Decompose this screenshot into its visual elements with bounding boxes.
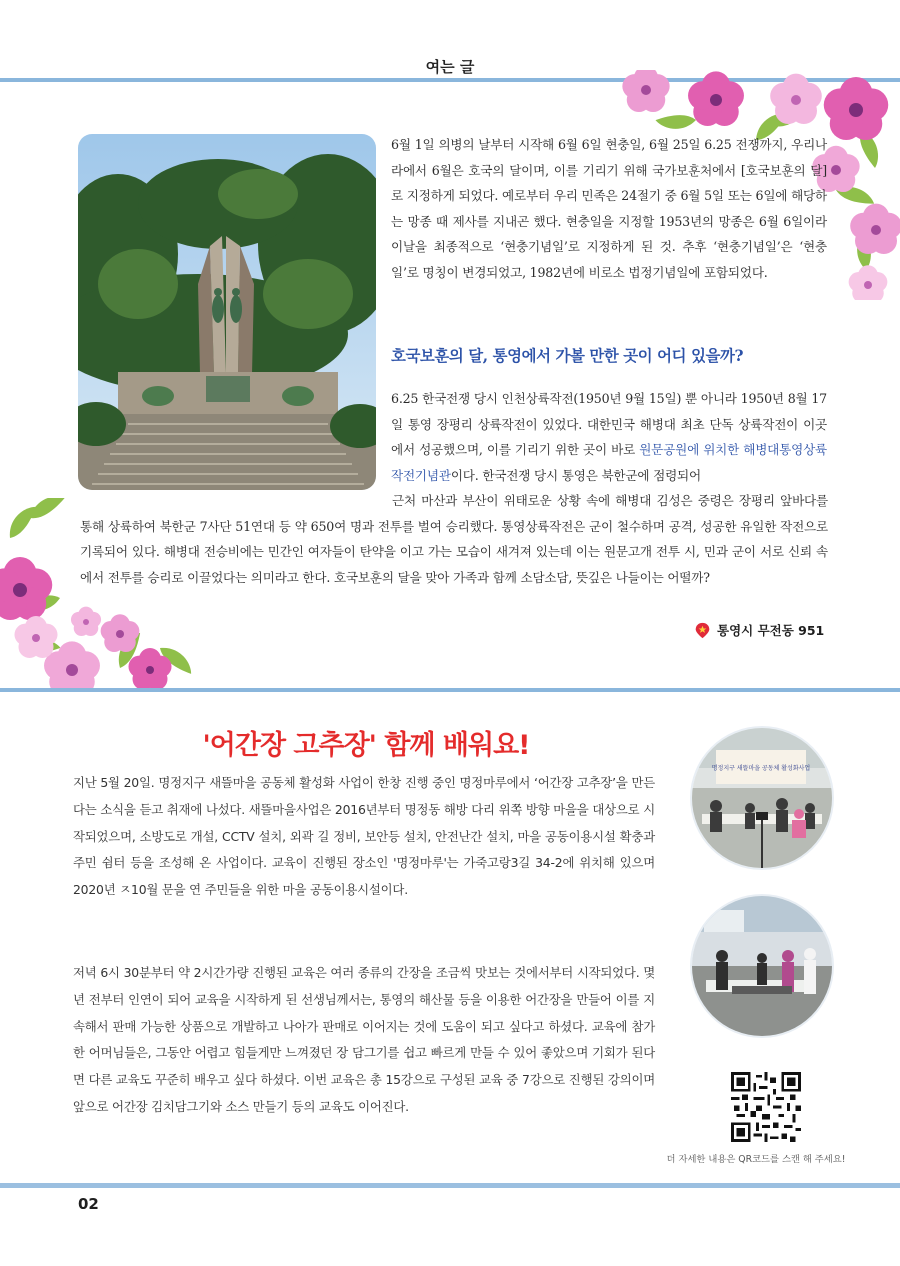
section-title: 여는 글 bbox=[425, 58, 475, 76]
memorial-photo bbox=[78, 134, 376, 490]
article-paragraph-2 bbox=[391, 386, 827, 488]
bottom-divider bbox=[0, 1183, 900, 1188]
classroom-photo-1 bbox=[692, 728, 832, 868]
paragraph-2-text-b: 이다. 한국전쟁 당시 통영은 북한군에 점령되어 bbox=[450, 467, 701, 483]
qr-code[interactable] bbox=[731, 1072, 801, 1142]
paragraph-2-text-a: 6.25 한국전쟁 당시 인천상륙작전(1950년 9월 15일) 뿐 아니라 1950년 8월 17일 통영 장평리 상륙작전이 있었다. 대한민국 해병대 최초 단독 상륙작전이 이곳에서 성공했으며, 이를 기리기 위한 곳이 바로 bbox=[391, 391, 827, 458]
location-pin-icon bbox=[694, 622, 711, 639]
article-2-paragraph-1: 지난 5월 20일. 명정지구 새뜰마을 공동체 활성화 사업이 한창 진행 중인 명정마루에서 ‘어간장 고추장’을 만든다는 소식을 듣고 취재에 나섰다. 새뜰마을사업은 2016년부터 명정동 해방 다리 위쪽 방향 마을을 대상으로 시작되었으며, 소방도로 개설, CCTV 설치, 외곽 길 정비, 보안등 설치, 안전난간 설치, 마을 공동이용시설 확충과 주민 쉼터 등을 조성해 온 사업이다. 교육이 진행된 장소인 '명정마루'는 가죽고랑3길 34-2에 위치해 있으며 2020년 ㅈ10월 문을 연 주민들을 위한 마을 공동이용시설이다. bbox=[73, 775, 655, 898]
location-tag bbox=[694, 621, 824, 639]
location-text: 통영시 무전동 951 bbox=[717, 623, 825, 638]
middle-divider bbox=[0, 688, 900, 692]
memorial-hall-highlight: 원문공원에 위치한 해병대통영상륙작전기념관 bbox=[391, 442, 827, 483]
classroom-photo-2 bbox=[692, 896, 832, 1036]
article-2-headline: '어간장 고추장' 함께 배워요! bbox=[202, 730, 530, 761]
banner-text: 명정지구 새뜰마을 공동체 활성화사업 bbox=[711, 765, 811, 772]
article-paragraph-1: 6월 1일 의병의 날부터 시작해 6월 6일 현충일, 6월 25일 6.25 전쟁까지, 우리나라에서 6월은 호국의 달이며, 이를 기리기 위해 국가보훈처에서 [호국보훈의 달]로 지정하게 되었다. 예로부터 우리 민족은 24절기 중 6월 5일 또는 6일에 해당하는 망종 때 제사를 지내곤 했다. 현충일을 지정할 1953년의 망종은 6월 6일이라 이날을 최종적으로 ‘현충기념일’로 지정하게 된 것. 추후 ‘현충기념일’은 ‘현충일’로 명칭이 변경되었고, 1982년에 비로소 법정기념일에 포함되었다. bbox=[391, 137, 827, 280]
qr-caption: 더 자세한 내용은 QR코드를 스캔 해 주세요! bbox=[666, 1154, 846, 1165]
flower-decoration-left bbox=[0, 498, 200, 690]
paragraph-2-continued-text: 근처 마산과 부산이 위태로운 상황 속에 해병대 김성은 중령은 장평리 앞바다를 통해 상륙하여 북한군 7사단 51연대 등 약 650여 명과 전투를 벌여 승리했다. 통영상륙작전은 군이 철수하며 공격, 성공한 유일한 작전으로 기록되어 있다. 해병대 전승비에는 민간인 여자들이 탄약을 이고 가는 모습이 새겨져 있는데 이는 원문고개 전투 시, 민과 군이 서로 신뢰 속에서 전투를 승리로 이끌었다는 의미라고 한다. 호국보훈의 달을 맞아 가족과 함께 소담소담, 뜻깊은 나들이는 어떨까? bbox=[80, 493, 828, 585]
article-2-paragraph-2: 저녁 6시 30분부터 약 2시간가량 진행된 교육은 여러 종류의 간장을 조금씩 맛보는 것에서부터 시작되었다. 몇 년 전부터 인연이 되어 교육을 시작하게 된 선생님께서는, 통영의 해산물 등을 이용한 어간장을 만들어 이를 지속해서 판매 가능한 상품으로 개발하고 나아가 판매로 이어지는 것에 도움이 되고 싶다고 하셨다. 교육에 참가한 어머님들은, 그동안 어렵고 힘들게만 느껴졌던 장 담그기를 쉽고 빠르게 만들 수 있어 좋았으며 기회가 된다면 다른 교육도 꾸준히 배우고 싶다 하셨다. 이번 교육은 총 15강으로 구성된 교육 중 7강으로 진행된 강의이며 앞으로 어간장 김치담그기와 소스 만들기 등의 교육도 이어진다. bbox=[73, 965, 655, 1114]
subheading: 호국보훈의 달, 통영에서 가볼 만한 곳이 어디 있을까? bbox=[391, 347, 744, 365]
page-number: 02 bbox=[78, 1195, 99, 1213]
